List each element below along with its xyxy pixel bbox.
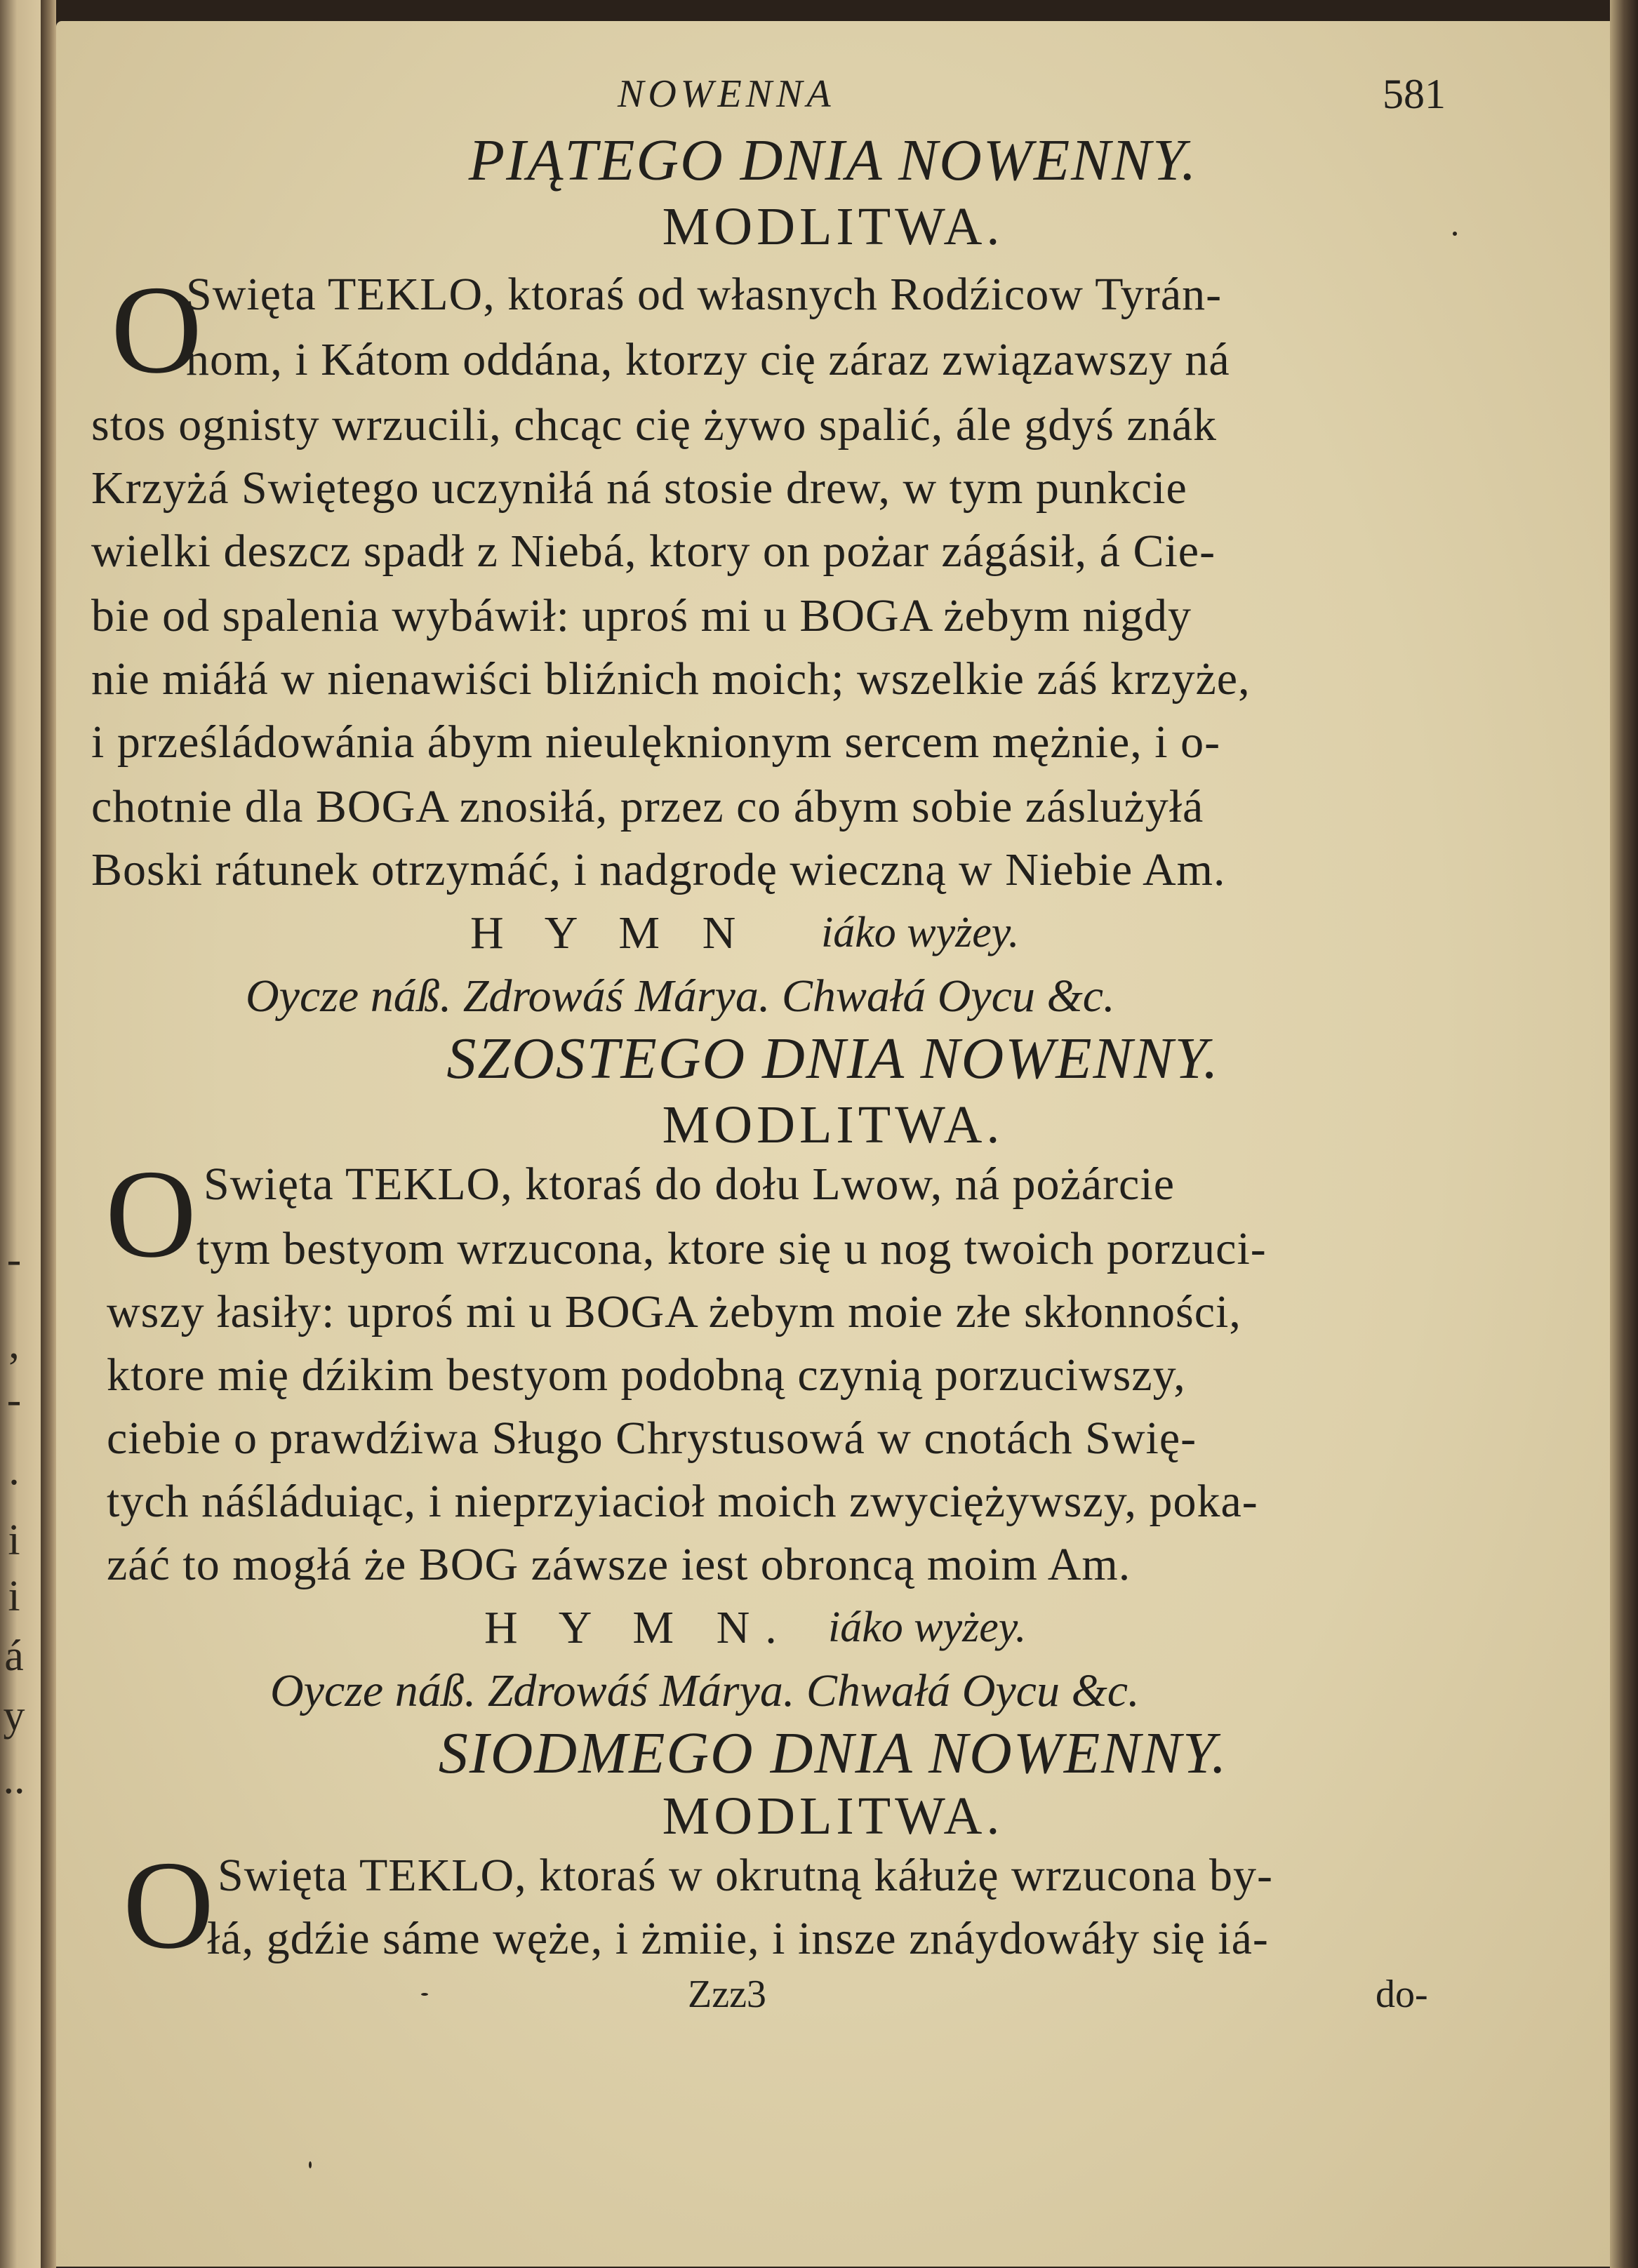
text-line: Krzyżá Swiętego uczyniłá ná stosie drew, w tym punkcie (91, 462, 1187, 514)
book-gutter (41, 0, 56, 2268)
text-line: łá, gdźie sáme węże, i żmiie, i insze znáydowáły się iá- (207, 1913, 1269, 1964)
margin-char: - (6, 1376, 22, 1424)
text-line: tych náśláduiąc, i nieprzyiacioł moich zwyciężywszy, poka- (107, 1476, 1258, 1527)
margin-char: - (6, 1236, 22, 1283)
text-line: wszy łasiły: uproś mi u BOGA żebym moie złe skłonności, (107, 1286, 1241, 1338)
section-subheading: MODLITWA. (662, 1095, 1004, 1154)
text-line: nom, i Kátom oddána, ktorzy cię záraz związawszy ná (186, 334, 1230, 385)
prayer-line: Oycze náß. Zdrowáś Márya. Chwałá Oycu &c. (270, 1665, 1140, 1716)
running-title: NOWENNA (618, 72, 835, 116)
page-number: 581 (1383, 71, 1446, 117)
text-line: nie miáłá w nienawiści bliźnich moich; wszelkie záś krzyże, (91, 653, 1251, 705)
hymn-note: iáko wyżey. (821, 909, 1020, 956)
signature-mark: Zzz3 (688, 1973, 766, 2016)
margin-char: i (8, 1516, 20, 1564)
text-line: ktore mię dźikim bestyom podobną czynią porzuciwszy, (107, 1349, 1186, 1401)
margin-char: y (3, 1692, 25, 1740)
hymn-label: H Y M N. (484, 1602, 792, 1653)
text-line: Swięta TEKLO, ktoraś do dołu Lwow, ná pożárcie (204, 1159, 1175, 1210)
prayer-line: Oycze náß. Zdrowáś Márya. Chwałá Oycu &c. (246, 970, 1115, 1022)
previous-page-edge (0, 0, 42, 2268)
drop-cap: O (105, 1144, 197, 1283)
ink-speck (1453, 232, 1457, 236)
drop-cap: O (111, 260, 202, 399)
text-line: Swięta TEKLO, ktoraś od własnych Rodźicow Tyrán- (186, 269, 1223, 320)
section-heading: SIODMEGO DNIA NOWENNY. (438, 1721, 1228, 1786)
drop-cap: O (123, 1835, 214, 1975)
text-line: tym bestyom wrzucona, ktore się u nog twoich porzuci- (197, 1223, 1267, 1274)
margin-char: i (8, 1573, 20, 1620)
margin-char: á (4, 1632, 24, 1680)
text-line: bie od spalenia wybáwił: uproś mi u BOGA żebym nigdy (91, 590, 1192, 641)
text-line: wielki deszcz spadł z Niebá, ktory on pożar zágásił, á Cie- (91, 526, 1216, 577)
margin-char: . (8, 1446, 20, 1494)
text-line: i prześládowánia ábym nieulęknionym sercem mężnie, i o- (91, 716, 1221, 768)
text-line: záć to mogłá że BOG záwsze iest obroncą moim Am. (107, 1539, 1131, 1590)
catchword: do- (1376, 1973, 1428, 2016)
hymn-label: H Y M N (470, 907, 752, 959)
text-line: Boski rátunek otrzymáć, i nadgrodę wieczną w Niebie Am. (91, 844, 1226, 895)
section-heading: PIĄTEGO DNIA NOWENNY. (468, 128, 1198, 193)
section-subheading: MODLITWA. (662, 1787, 1004, 1846)
ink-speck (309, 2161, 312, 2168)
section-heading: SZOSTEGO DNIA NOWENNY. (446, 1026, 1220, 1091)
ink-speck (421, 1993, 428, 1996)
page-edge-shadow (1610, 0, 1638, 2268)
text-line: Swięta TEKLO, ktoraś w okrutną káłużę wrzucona by- (218, 1850, 1273, 1901)
text-line: ciebie o prawdźiwa Sługo Chrystusowá w cnotách Swię- (107, 1413, 1197, 1464)
text-line: chotnie dla BOGA znosiłá, przez co ábym sobie záslużyłá (91, 781, 1204, 832)
margin-char: , (8, 1320, 20, 1368)
section-subheading: MODLITWA. (662, 197, 1004, 256)
hymn-note: iáko wyżey. (828, 1603, 1027, 1651)
text-line: stos ognisty wrzucili, chcąc cię żywo spalić, ále gdyś znák (91, 399, 1218, 451)
margin-char: .. (3, 1755, 25, 1803)
book-page (56, 21, 1610, 2267)
